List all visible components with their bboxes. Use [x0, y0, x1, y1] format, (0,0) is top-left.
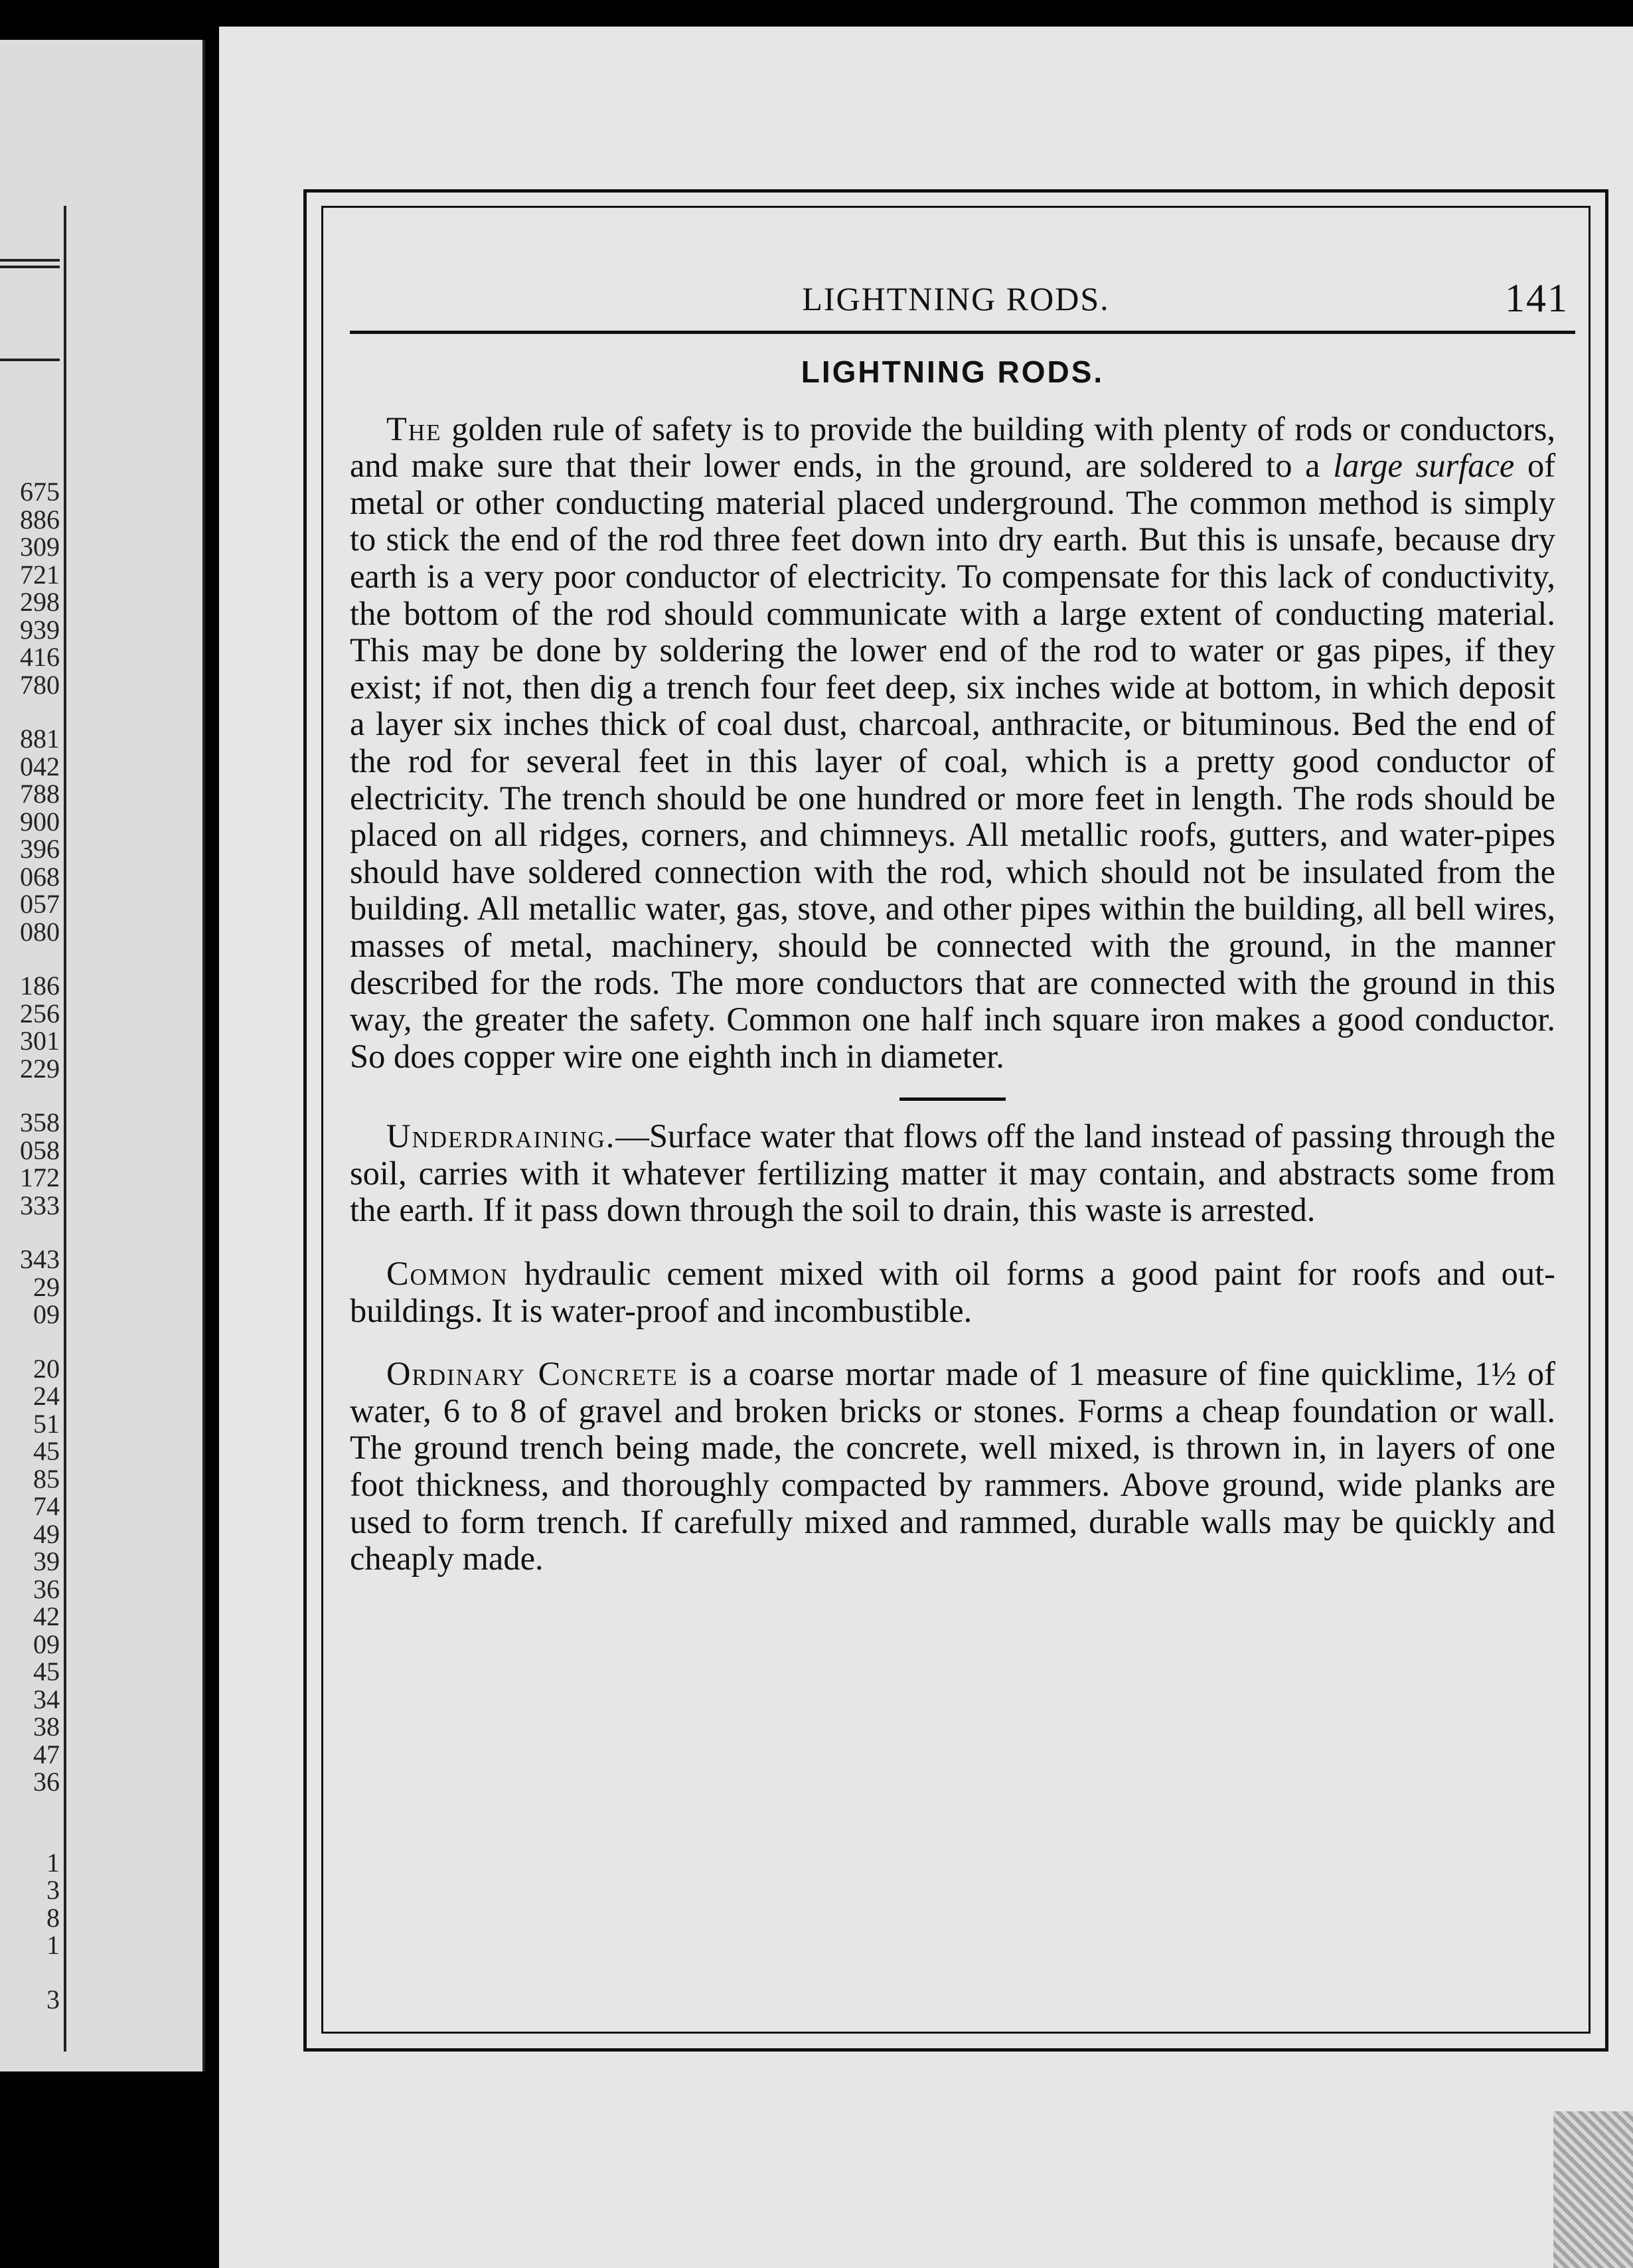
paragraph-lead: Underdraining.	[386, 1117, 616, 1155]
paragraph-underdraining	[350, 1118, 1555, 1229]
inner-frame	[321, 206, 1591, 2034]
left-page-number: 939	[20, 614, 60, 645]
adjacent-page-fragment	[0, 40, 205, 2071]
page-frame	[303, 189, 1608, 2052]
left-page-number: 49	[33, 1518, 60, 1549]
left-page-number: 309	[20, 532, 60, 562]
paragraph-text: is a coarse mortar made of 1 measure of fine quicklime, 1½ of water, 6 to 8 of gravel and broken bricks or stones. Forms a cheap foundation or wall. The ground trench being made, the concrete, well mixed, is thrown in, in layers of one foot thickness, and thoroughly compacted by rammers. Above ground, wide planks are used to form trench. If carefully mixed and rammed, durable walls may be quickly and cheaply made.	[350, 1355, 1555, 1578]
left-page-number: 333	[20, 1190, 60, 1220]
left-page-number	[0, 1329, 60, 1355]
page-number: 141	[1505, 276, 1569, 320]
left-page-number	[0, 1959, 60, 1986]
section-divider	[899, 1097, 1006, 1101]
left-page-number	[0, 1822, 60, 1849]
running-head: LIGHTNING RODS.	[802, 280, 1110, 317]
left-page-number: 51	[33, 1408, 60, 1439]
left-page-number: 256	[20, 998, 60, 1028]
left-page-number	[0, 1796, 60, 1822]
left-page-number: 34	[33, 1684, 60, 1714]
left-page-number: 042	[20, 751, 60, 781]
left-page-number: 058	[20, 1135, 60, 1165]
left-page-number: 1	[46, 1847, 60, 1878]
paragraph-lead: The	[386, 410, 442, 447]
header-rule	[350, 331, 1575, 334]
left-page-number	[0, 1219, 60, 1246]
left-page-number: 298	[20, 587, 60, 617]
left-page-number: 396	[20, 834, 60, 864]
left-page-number	[0, 1082, 60, 1109]
paragraph-cement	[350, 1256, 1555, 1329]
paragraph-lightning-rods	[350, 411, 1555, 1076]
left-page-number: 886	[20, 504, 60, 534]
left-page-number: 38	[33, 1712, 60, 1742]
left-page-number: 900	[20, 806, 60, 837]
page-body	[350, 347, 1555, 1578]
left-page-number: 080	[20, 916, 60, 947]
left-page-number: 416	[20, 642, 60, 672]
left-page-number	[0, 945, 60, 972]
left-page-number: 39	[33, 1546, 60, 1576]
left-page-number: 788	[20, 779, 60, 809]
left-page-number: 780	[20, 669, 60, 700]
scan-edge-artifact	[1553, 2111, 1633, 2268]
left-page-number: 29	[33, 1271, 60, 1302]
left-page-number: 068	[20, 861, 60, 892]
left-page-number: 45	[33, 1436, 60, 1466]
left-page-number: 20	[33, 1353, 60, 1384]
left-page-number: 1	[46, 1930, 60, 1960]
left-page-number: 358	[20, 1107, 60, 1137]
left-page-number: 36	[33, 1767, 60, 1797]
paragraph-text: of metal or other conducting material placed underground. The common method is simply to stick the end of the rod three feet down into dry earth. But this is unsafe, because dry earth is a very poor conductor of electricity. To compensate for this lack of conductivity, the bottom of the rod should communicate with a large extent of conducting material. This may be done by soldering the lower end of the rod to water or gas pipes, if they exist; if not, then dig a trench four feet deep, six inches wide at bottom, in which deposit a layer six inches thick of coal dust, charcoal, anthracite, or bituminous. Bed the end of the rod for several feet in this layer of coal, which is a pretty good conductor of electricity. The trench should be one hundred or more feet in length. The rods should be placed on all ridges, corners, and chimneys. All metallic roofs, gutters, and water-pipes should have soldered connection with the rod, which should not be insulated from the building. All metallic water, gas, stove, and other pipes within the building, all bell wires, masses of metal, machinery, should be connected with the ground, in the manner described for the rods. The more conductors that are connected with the ground in this way, the greater the safety. Common one half inch square iron makes a good conductor. So does copper wire one eighth inch in diameter.	[350, 447, 1556, 1075]
paragraph-lead: Common	[386, 1255, 508, 1293]
left-page-number: 721	[20, 559, 60, 590]
left-page-number: 186	[20, 971, 60, 1001]
paragraph-text: golden rule of safety is to provide the building with plenty of rods or conductors, and make sure that their lower ends, in the ground, are soldered to a	[350, 410, 1555, 485]
left-page-number: 3	[46, 1984, 60, 2014]
paragraph-lead: Ordinary Concrete	[386, 1355, 678, 1393]
left-page-rule	[0, 259, 60, 262]
left-page-number: 675	[20, 477, 60, 507]
left-page-number: 36	[33, 1574, 60, 1604]
left-page-number: 172	[20, 1163, 60, 1192]
paragraph-text: hydraulic cement mixed with oil forms a good paint for roofs and out-buildings. It is water-proof and incombustible.	[350, 1255, 1555, 1329]
left-page-number: 057	[20, 889, 60, 919]
left-page-number	[0, 698, 60, 725]
left-page-number: 74	[33, 1491, 60, 1521]
left-page-number: 229	[20, 1053, 60, 1084]
left-page-column-rule	[64, 206, 66, 2052]
left-page-number: 24	[33, 1381, 60, 1411]
left-page-number: 8	[46, 1902, 60, 1933]
left-page-rule	[0, 359, 60, 361]
left-page-number: 09	[33, 1299, 60, 1329]
book-page	[219, 27, 1633, 2268]
left-page-number: 45	[33, 1657, 60, 1686]
left-page-number: 301	[20, 1026, 60, 1056]
left-page-number: 09	[33, 1629, 60, 1659]
paragraph-concrete	[350, 1356, 1555, 1578]
left-page-number: 42	[33, 1601, 60, 1631]
left-page-number-column	[0, 478, 60, 2013]
left-page-number: 3	[46, 1875, 60, 1905]
left-page-number: 47	[33, 1739, 60, 1769]
left-page-number: 85	[33, 1463, 60, 1494]
italic-emphasis: large surface	[1333, 447, 1515, 485]
left-page-number: 881	[20, 724, 60, 754]
left-page-rule	[0, 266, 60, 268]
article-title: LIGHTNING RODS.	[801, 355, 1105, 389]
left-page-number: 343	[20, 1244, 60, 1274]
paragraph-text: —Surface water that flows off the land instead of passing through the soil, carries with it whatever fertilizing matter it may contain, and abstracts some from the earth. If it pass down through the soil to drain, this waste is arrested.	[350, 1117, 1555, 1229]
